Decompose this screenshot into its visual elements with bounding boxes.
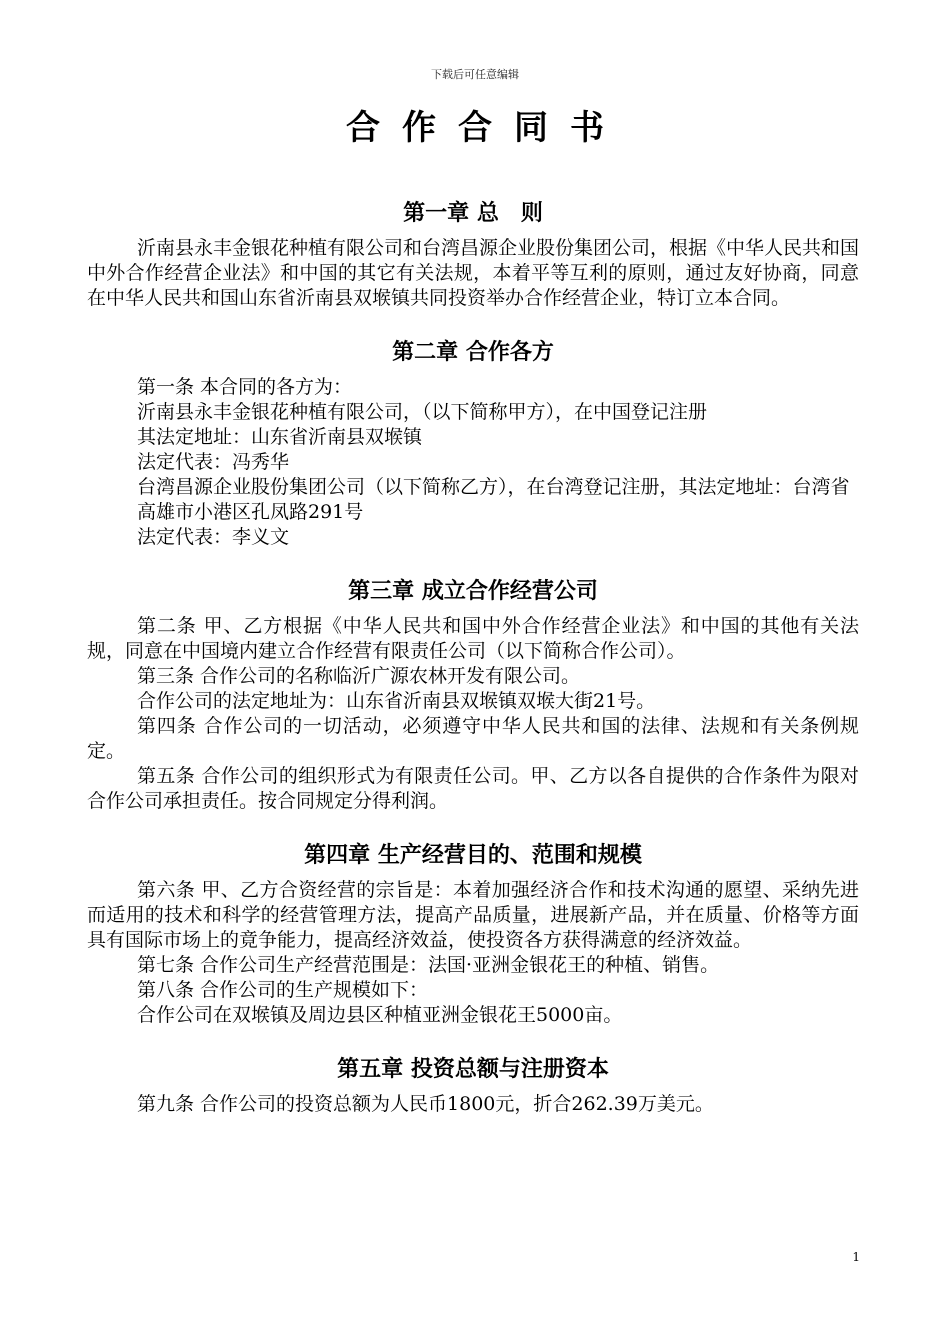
paragraph: 第七条 合作公司生产经营范围是：法国·亚洲金银花王的种植、销售。 (137, 954, 720, 976)
clause-line: 沂南县永丰金银花种植有限公司，（以下简称甲方），在中国登记注册 (137, 401, 708, 423)
clause-line: 台湾昌源企业股份集团公司（以下简称乙方），在台湾登记注册，其法定地址：台湾省高雄市小港区孔凤路291号 (137, 476, 850, 523)
document-title: 合作合同书 (346, 108, 626, 148)
clause-line: 法定代表：李义文 (137, 526, 290, 548)
chapter-heading: 第一章 总 则 (403, 200, 543, 226)
chapter-4 (87, 840, 859, 1028)
paragraph: 第五条 合作公司的组织形式为有限责任公司。甲、乙方以各自提供的合作条件为限对合作公司承担责任。按合同规定分得利润。 (87, 765, 859, 812)
header-note: 下载后可任意编辑 (431, 68, 519, 81)
paragraph: 第八条 合作公司的生产规模如下： (137, 979, 429, 1001)
chapter-3 (87, 576, 859, 814)
chapter-5 (87, 1054, 859, 1117)
document-body (87, 198, 859, 1117)
paragraph: 合作公司的法定地址为：山东省沂南县双堠镇双堠大街21号。 (137, 690, 656, 712)
chapter-1 (87, 198, 859, 311)
paragraph: 第九条 合作公司的投资总额为人民币1800元，折合262.39万美元。 (137, 1093, 714, 1115)
paragraph: 合作公司在双堠镇及周边县区种植亚洲金银花王5000亩。 (137, 1004, 623, 1026)
paragraph: 第六条 甲、乙方合资经营的宗旨是：本着加强经济合作和技术沟通的愿望、采纳先进而适用的技术和科学的经营管理方法，提高产品质量，进展新产品，并在质量、价格等方面具有国际市场上的竟争能力，提高经济效益，使投资各方获得满意的经济效益。 (87, 879, 859, 951)
chapter-heading: 第二章 合作各方 (392, 339, 554, 365)
clause-line: 其法定地址：山东省沂南县双堠镇 (137, 426, 423, 448)
chapter-heading: 第五章 投资总额与注册资本 (337, 1056, 609, 1082)
paragraph: 第四条 合作公司的一切活动，必须遵守中华人民共和国的法律、法规和有关条例规定。 (87, 715, 859, 762)
paragraph: 第三条 合作公司的名称临沂广源农林开发有限公司。 (137, 665, 581, 687)
chapter-2 (87, 337, 859, 550)
page-number: 1 (852, 1250, 860, 1264)
chapter-heading: 第四章 生产经营目的、范围和规模 (304, 842, 642, 868)
chapter-heading: 第三章 成立合作经营公司 (348, 578, 598, 604)
paragraph: 沂南县永丰金银花种植有限公司和台湾昌源企业股份集团公司，根据《中华人民共和国中外合作经营企业法》和中国的其它有关法规，本着平等互利的原则，通过友好协商，同意在中华人民共和国山东省沂南县双堠镇共同投资举办合作经营企业，特订立本合同。 (87, 237, 860, 309)
clause-line: 第一条 本合同的各方为： (137, 376, 353, 398)
paragraph: 第二条 甲、乙方根据《中华人民共和国中外合作经营企业法》和中国的其他有关法规，同意在中国境内建立合作经营有限责任公司（以下简称合作公司）。 (87, 615, 859, 662)
clause-line: 法定代表：冯秀华 (137, 451, 290, 473)
